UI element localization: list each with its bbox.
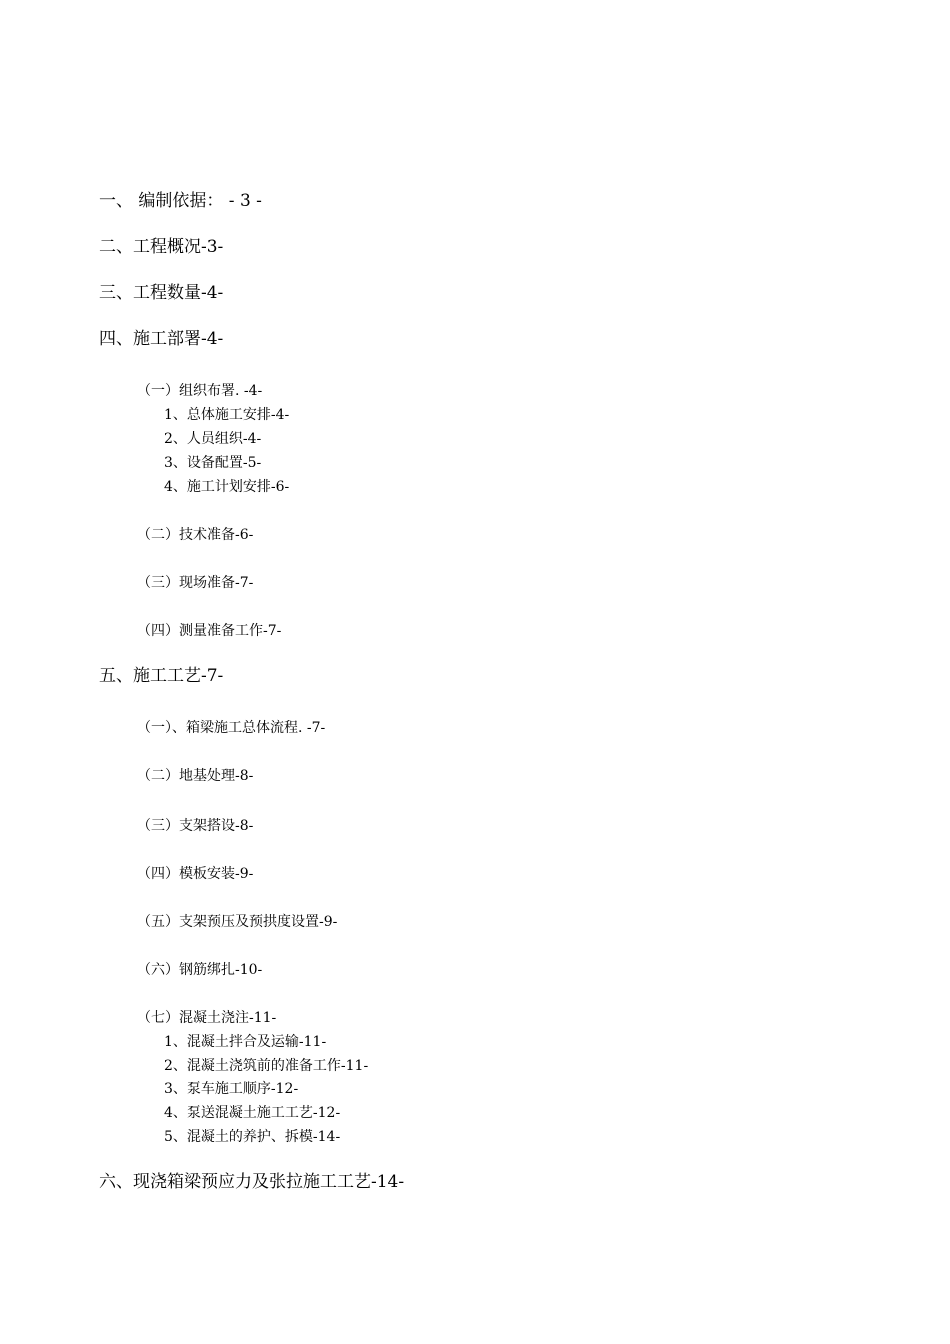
toc-entry-5: 五、施工工艺-7- [99, 666, 224, 686]
toc-entry-4-1-1: 1、总体施工安排-4- [164, 407, 290, 423]
toc-entry-2: 二、工程概况-3- [99, 237, 224, 257]
toc-entry-4-1-3: 3、设备配置-5- [164, 455, 262, 471]
toc-entry-5-3: （三）支架搭设-8- [137, 818, 254, 834]
toc-entry-5-2: （二）地基处理-8- [137, 768, 254, 784]
toc-entry-6: 六、现浇箱梁预应力及张拉施工工艺-14- [99, 1172, 405, 1192]
toc-entry-5-7: （七）混凝土浇注-11- [137, 1010, 277, 1026]
toc-entry-4-1-2: 2、人员组织-4- [164, 431, 262, 447]
toc-entry-4-4: （四）测量准备工作-7- [137, 623, 282, 639]
toc-entry-5-4: （四）模板安装-9- [137, 866, 254, 882]
toc-entry-5-7-1: 1、混凝土拌合及运输-11- [164, 1034, 327, 1050]
toc-entry-4-3: （三）现场准备-7- [137, 575, 254, 591]
toc-entry-4-2: （二）技术准备-6- [137, 527, 254, 543]
toc-entry-3: 三、工程数量-4- [99, 283, 224, 303]
toc-entry-4-1: （一）组织布署. -4- [137, 383, 263, 399]
toc-entry-4: 四、施工部署-4- [99, 329, 224, 349]
toc-entry-5-7-3: 3、泵车施工顺序-12- [164, 1081, 299, 1097]
toc-entry-4-1-4: 4、施工计划安排-6- [164, 479, 290, 495]
toc-entry-5-7-2: 2、混凝土浇筑前的准备工作-11- [164, 1058, 369, 1074]
toc-entry-5-6: （六）钢筋绑扎-10- [137, 962, 263, 978]
toc-entry-5-1: （一）、箱梁施工总体流程. -7- [137, 720, 326, 736]
toc-entry-1: 一、 编制依据： - 3 - [99, 191, 262, 211]
toc-entry-5-7-5: 5、混凝土的养护、拆模-14- [164, 1129, 341, 1145]
toc-entry-5-7-4: 4、泵送混凝土施工工艺-12- [164, 1105, 341, 1121]
toc-entry-5-5: （五）支架预压及预拱度设置-9- [137, 914, 338, 930]
